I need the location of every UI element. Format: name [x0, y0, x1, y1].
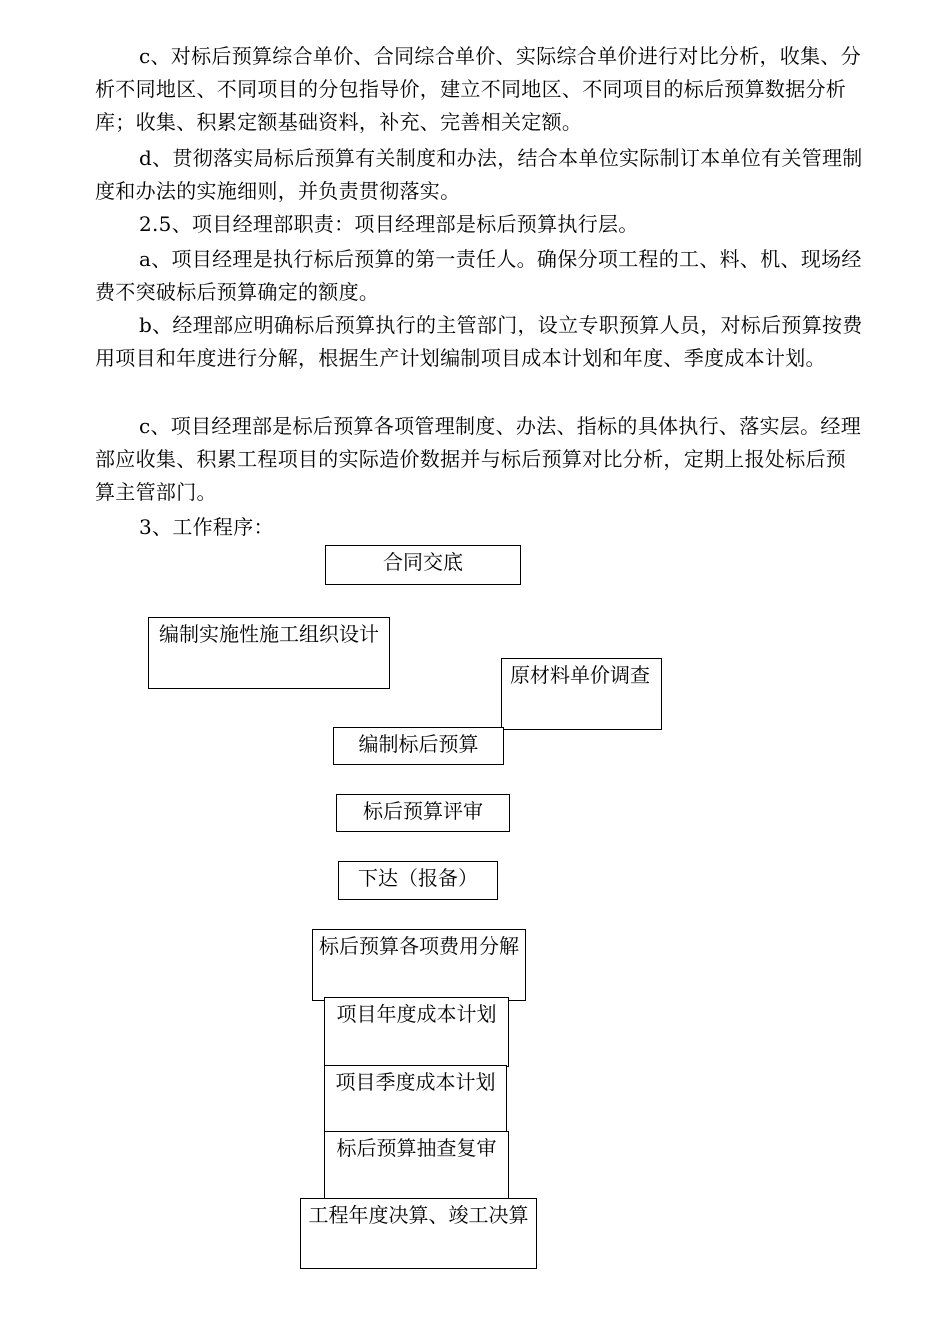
- section-2-5-heading: 2.5、项目经理部职责：项目经理部是标后预算执行层。: [139, 212, 639, 236]
- flow-box-budget-review: 标后预算评审: [336, 794, 510, 832]
- flow-box-contract-handover: 合同交底: [325, 545, 521, 585]
- paragraph-a-manager: a、项目经理是执行标后预算的第一责任人。确保分项工程的工、料、机、现场经费不突破标后预算确定的额度。: [95, 247, 862, 304]
- flow-box-cost-breakdown: 标后预算各项费用分解: [312, 929, 526, 1001]
- paragraph-c-analysis: c、对标后预算综合单价、合同综合单价、实际综合单价进行对比分析，收集、分析不同地区、不同项目的分包指导价，建立不同地区、不同项目的标后预算数据分析库；收集、积累定额基础资料，补充、完善相关定额。: [95, 44, 862, 134]
- flow-box-final-accounts: 工程年度决算、竣工决算: [300, 1198, 537, 1269]
- flow-box-compile-budget: 编制标后预算: [333, 727, 504, 765]
- flow-box-quarterly-cost-plan: 项目季度成本计划: [324, 1065, 507, 1133]
- section-3-heading: 3、工作程序：: [139, 515, 274, 539]
- flow-box-material-price-survey: 原材料单价调查: [501, 658, 662, 730]
- paragraph-d-implementation: d、贯彻落实局标后预算有关制度和办法，结合本单位实际制订本单位有关管理制度和办法的实施细则，并负责贯彻落实。: [95, 146, 863, 203]
- paragraph-c-execution: c、项目经理部是标后预算各项管理制度、办法、指标的具体执行、落实层。经理部应收集、积累工程项目的实际造价数据并与标后预算对比分析，定期上报处标后预算主管部门。: [95, 414, 862, 504]
- flow-box-construction-design: 编制实施性施工组织设计: [148, 617, 390, 689]
- flow-box-spot-check-review: 标后预算抽查复审: [324, 1131, 509, 1201]
- paragraph-b-department: b、经理部应明确标后预算执行的主管部门，设立专职预算人员，对标后预算按费用项目和年度进行分解，根据生产计划编制项目成本计划和年度、季度成本计划。: [95, 313, 863, 370]
- flow-box-issue-filing: 下达（报备）: [338, 861, 498, 900]
- flow-box-annual-cost-plan: 项目年度成本计划: [324, 997, 509, 1067]
